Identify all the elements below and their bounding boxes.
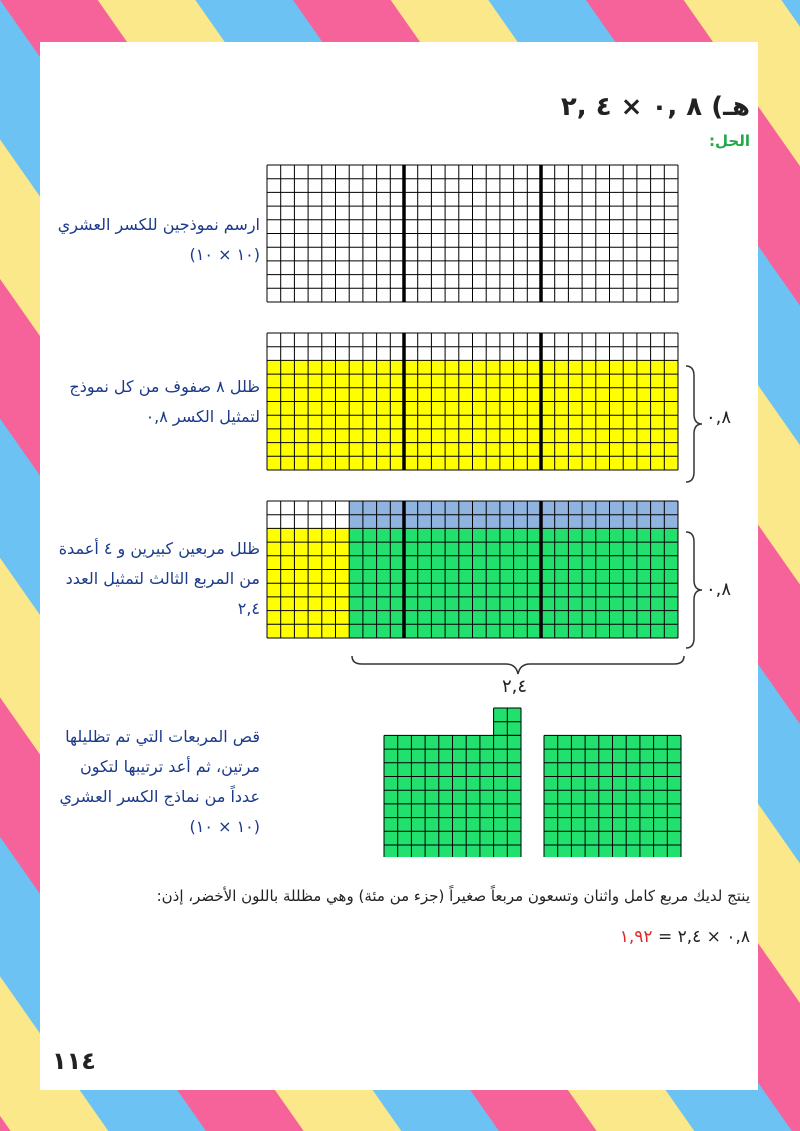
equation-left: ٠,٨ × ٢,٤ =	[657, 927, 750, 947]
step-4-line3: عدداً من نماذج الكسر العشري	[59, 787, 260, 806]
step-4-text	[40, 722, 260, 842]
solution-label: الحل:	[709, 132, 750, 150]
step-1-line1: ارسم نموذجين للكسر العشري	[57, 215, 260, 234]
step-4-line1: قص المربعات التي تم تظليلها	[65, 727, 260, 746]
step-1-line2: (١٠ × ١٠)	[189, 245, 260, 264]
step-4-line4: (١٠ × ١٠)	[189, 817, 260, 836]
grid-model-3-overlap	[266, 500, 684, 652]
exercise-title: هـ) ٨ ,٠ × ٤ ,٢	[560, 92, 750, 122]
final-equation	[560, 927, 750, 947]
step-1-text	[40, 210, 260, 270]
step-2-line2: لتمثيل الكسر ٠,٨	[145, 407, 260, 426]
brace-label-1: ٠,٨	[706, 407, 732, 428]
step-4-line2: مرتين، ثم أعد ترتيبها لتكون	[79, 757, 260, 776]
equation-result: ١,٩٢	[619, 927, 653, 947]
step-2-line1: ظلل ٨ صفوف من كل نموذج	[69, 377, 260, 396]
step-3-line3: ٢,٤	[237, 599, 260, 618]
rearranged-piece-right	[543, 707, 683, 857]
grid-model-1	[266, 164, 684, 316]
step-3-line1: ظلل مربعين كبيرين و ٤ أعمدة	[58, 539, 260, 558]
brace-bottom	[350, 654, 686, 678]
page-number: ١١٤	[52, 1047, 96, 1075]
step-3-line2: من المربع الثالث لتمثيل العدد	[65, 569, 260, 588]
step-3-text	[40, 534, 260, 624]
conclusion-text: ينتج لديك مربع كامل واثنان وتسعون مربعاً صغيراً (جزء من مئة) وهي مظللة باللون الأخضر، إذن:	[156, 887, 750, 905]
brace-label-bottom: ٢,٤	[502, 676, 528, 697]
rearranged-piece-left	[383, 707, 523, 857]
brace-right-2	[684, 530, 706, 650]
step-2-text	[40, 372, 260, 432]
page-sheet	[40, 42, 758, 1090]
grid-model-2-shaded-rows	[266, 332, 684, 484]
brace-label-2: ٠,٨	[706, 579, 732, 600]
brace-right-1	[684, 364, 706, 484]
